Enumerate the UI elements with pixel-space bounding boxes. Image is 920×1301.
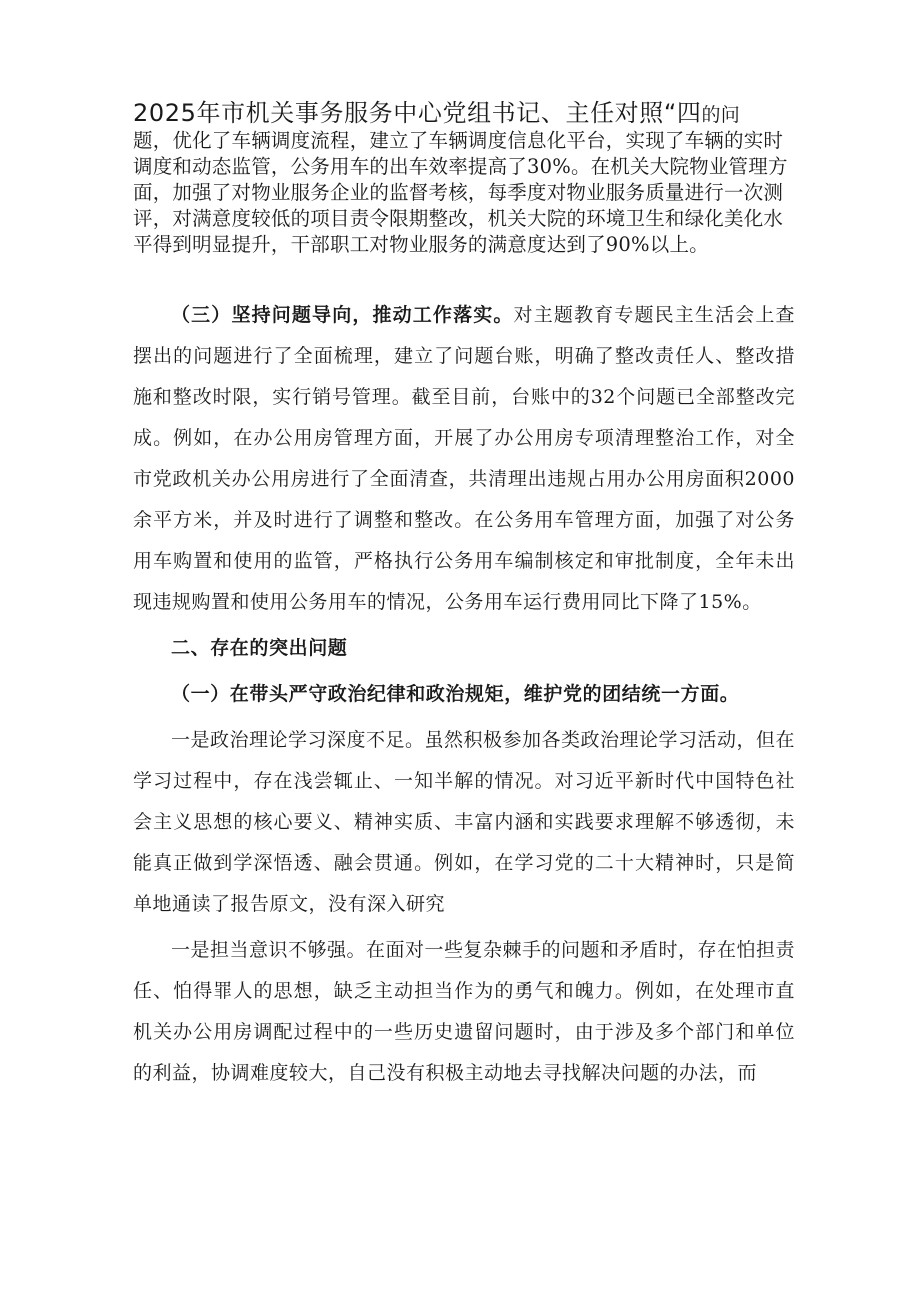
paragraph-lead: （三）坚持问题导向，推动工作落实。: [171, 304, 514, 326]
title-main: 2025年市机关事务服务中心党组书记、主任对照“四: [133, 99, 702, 127]
header-block: [133, 100, 795, 258]
paragraph-theory-study: 一是政治理论学习深度不足。虽然积极参加各类政治理论学习活动，但在学习过程中，存在浅尝辄止、一知半解的情况。对习近平新时代中国特色社会主义思想的核心要义、精神实质、丰富内涵和实践要求理解不够透彻，未能真正做到学深悟透、融会贯通。例如，在学习党的二十大精神时，只是简单地通读了报告原文，没有深入研究: [133, 729, 796, 915]
paragraph-problem-orientation: [133, 295, 795, 623]
header-line: 调度和动态监管，公务用车的出车效率提高了30%。在机关大院物业管理方: [133, 155, 788, 178]
paragraph-body: 对主题教育专题民主生活会上查摆出的问题进行了全面梳理，建立了问题台账，明确了整改责任人、整改措施和整改时限，实行销号管理。截至目前，台账中的32个问题已全部整改完成。例如，在办公用房管理方面，开展了办公用房专项清理整治工作，对全市党政机关办公用房进行了全面清查，共清理出违规占用办公用房面积2000余平方米，并及时进行了调整和整改。在公务用车管理方面，加强了对公务用车购置和使用的监管，严格执行公务用车编制核定和审批制度，全年未出现违规购置和使用公务用车的情况，公务用车运行费用同比下降了15%。: [133, 304, 795, 613]
header-line: 评，对满意度较低的项目责令限期整改，机关大院的环境卫生和绿化美化水: [133, 207, 784, 230]
header-line: 面，加强了对物业服务企业的监督考核，每季度对物业服务质量进行一次测: [133, 181, 784, 204]
section-heading: 二、存在的突出问题: [171, 637, 348, 659]
subsection-heading: （一）在带头严守政治纪律和政治规矩，维护党的团结统一方面。: [171, 683, 740, 705]
header-line: 题，优化了车辆调度流程，建立了车辆调度信息化平台，实现了车辆的实时: [133, 129, 784, 152]
body-block: [133, 295, 795, 1094]
header-line: 平得到明显提升，干部职工对物业服务的满意度达到了90%以上。: [133, 233, 709, 256]
document-title: [133, 100, 795, 128]
paragraph-responsibility: 一是担当意识不够强。在面对一些复杂棘手的问题和矛盾时，存在怕担责任、怕得罪人的思想，缺乏主动担当作为的勇气和魄力。例如，在处理市直机关办公用房调配过程中的一些历史遗留问题时，由于涉及多个部门和单位的利益，协调难度较大，自己没有积极主动地去寻找解决问题的办法，而: [133, 939, 796, 1084]
title-tail: 的问: [701, 104, 740, 126]
